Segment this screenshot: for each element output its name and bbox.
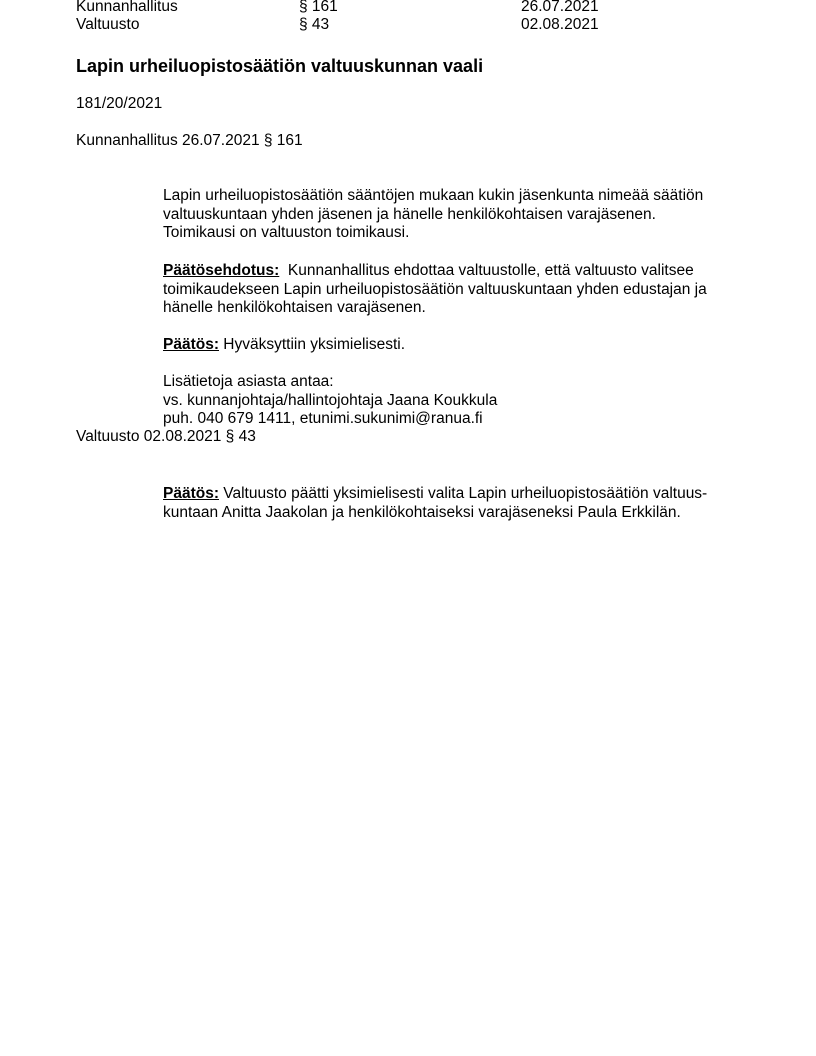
kh-decision	[163, 336, 763, 355]
kh-proposal-line: toimikaudekseen Lapin urheiluopistosäätiön valtuuskuntaan yhden edustajan ja	[163, 280, 707, 298]
history-date: 02.08.2021	[521, 16, 599, 33]
page-title: Lapin urheiluopistosäätiön valtuuskunnan vaali	[76, 56, 484, 76]
kh-intro	[163, 187, 763, 243]
contact-line: Lisätietoja asiasta antaa:	[163, 373, 334, 390]
kh-intro-line: Lapin urheiluopistosäätiön sääntöjen mukaan kukin jäsenkunta nimeää säätiön	[163, 187, 704, 204]
history-section: § 43	[299, 16, 330, 33]
kh-proposal-line: Kunnanhallitus ehdottaa valtuustolle, että valtuusto valitsee	[279, 262, 694, 279]
valtuusto-decision-line: kuntaan Anitta Jaakolan ja henkilökohtaiseksi varajäseneksi Paula Erkkilän.	[163, 503, 681, 521]
contact-line: puh. 040 679 1411, etunimi.sukunimi@ranua.fi	[163, 410, 483, 427]
kh-proposal-first-line	[163, 262, 763, 281]
decision-label: Päätös:	[163, 336, 219, 353]
valtuusto-decision-first-line	[163, 485, 763, 504]
kh-proposal	[163, 262, 763, 318]
history-body: Valtuusto	[76, 16, 140, 33]
kh-heading: Kunnanhallitus 26.07.2021 § 161	[76, 132, 303, 149]
valtuusto-decision	[163, 485, 763, 522]
kh-intro-line: valtuuskuntaan yhden jäsenen ja hänelle henkilökohtaisen varajäsenen.	[163, 205, 656, 223]
kh-contact-info	[163, 373, 763, 429]
kh-proposal-line: hänelle henkilökohtaisen varajäsenen.	[163, 299, 426, 316]
valtuusto-heading: Valtuusto 02.08.2021 § 43	[76, 428, 256, 445]
reference-number: 181/20/2021	[76, 95, 163, 112]
contact-line: vs. kunnanjohtaja/hallintojohtaja Jaana Koukkula	[163, 391, 498, 409]
kh-decision-text: Hyväksyttiin yksimielisesti.	[219, 336, 406, 353]
valtuusto-decision-line: Valtuusto päätti yksimielisesti valita Lapin urheiluopistosäätiön valtuus-	[219, 485, 708, 502]
history-date: 26.07.2021	[521, 0, 599, 15]
proposal-label: Päätösehdotus:	[163, 262, 280, 279]
kh-decision-line	[163, 336, 763, 355]
history-section: § 161	[299, 0, 338, 15]
kh-intro-line: Toimikausi on valtuuston toimikausi.	[163, 224, 410, 241]
decision-label: Päätös:	[163, 485, 219, 502]
history-body: Kunnanhallitus	[76, 0, 178, 15]
